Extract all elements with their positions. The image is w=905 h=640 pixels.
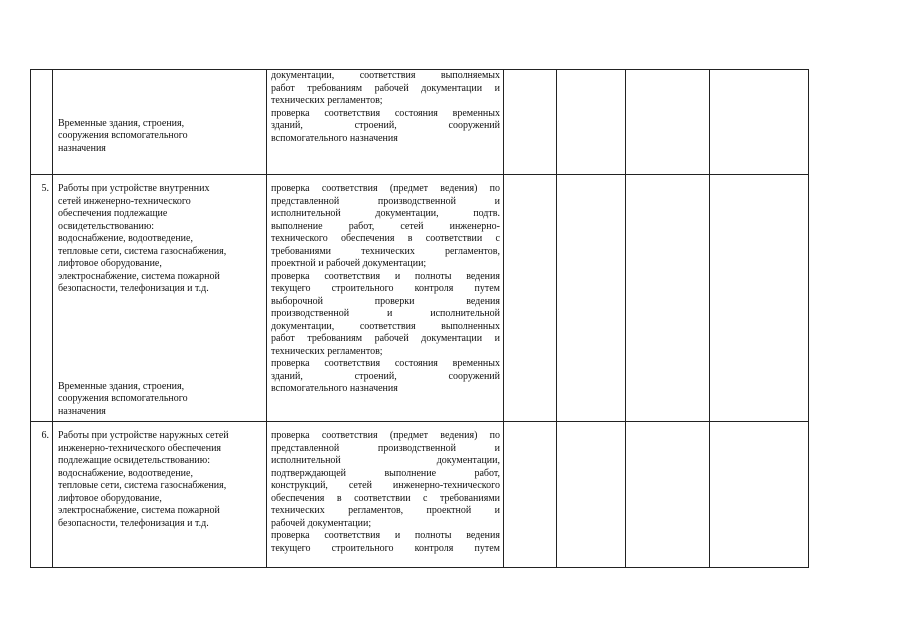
empty-cell [504,422,557,568]
work-temp-text: Временные здания, строения, сооружения вспомогательного назначения [58,380,188,417]
row-number [31,70,53,175]
empty-cell [557,70,626,175]
empty-cell [504,175,557,422]
table-row [31,422,809,568]
table-row [31,175,809,422]
work-cell [53,70,267,175]
checks-cell: проверка соответствия (предмет ведения) по представленной производственной и исполнительной документации, подтв. выполнение работ, сетей инженерно- технического обеспечения в соответствии с требованиями технических регламентов, проектной и рабочей документации; проверка соответствия и полноты ведения текущего строительного контроля путем выборочной проверки ведения производственной и исполнительной документации, соответствия выполненных работ требованиям рабочей документации и технических регламентов; проверка соответствия состояния временных зданий, строений, сооружений вспомогательного назначения [267,175,504,422]
row-number: 5. [31,175,53,422]
empty-cell [710,422,809,568]
work-cell [53,175,267,422]
empty-cell [557,422,626,568]
checks-cell: проверка соответствия (предмет ведения) по представленной производственной и исполнительной документации, подтверждающей выполнение работ, конструкций, сетей инженерно-технического обеспечения в соответствии с требованиями технических регламентов, проектной и рабочей документации; проверка соответствия и полноты ведения текущего строительного контроля путем [267,422,504,568]
work-cell [53,422,267,568]
works-table [30,69,809,568]
empty-cell [626,422,710,568]
empty-cell [626,175,710,422]
work-text: Работы при устройстве внутренних сетей инженерно-технического обеспечения подлежащие освидетельствованию: водоснабжение, водоотведение, тепловые сети, система газоснабжения, лифтовое оборудование, электроснабжение, система пожарной безопасности, телефонизация и т.д. [58,183,227,294]
empty-cell [504,70,557,175]
empty-cell [557,175,626,422]
work-text: Временные здания, строения, сооружения вспомогательного назначения [58,117,188,154]
table-row [31,70,809,175]
row-number: 6. [31,422,53,568]
empty-cell [626,70,710,175]
empty-cell [710,175,809,422]
checks-cell: документации, соответствия выполняемых работ требованиям рабочей документации и технических регламентов; проверка соответствия состояния временных зданий, строений, сооружений вспомогательного назначения [267,70,504,175]
empty-cell [710,70,809,175]
work-text: Работы при устройстве наружных сетей инженерно-технического обеспечения подлежащие освидетельствованию: водоснабжение, водоотведение, тепловые сети, система газоснабжения, лифтовое оборудование, электроснабжение, система пожарной безопасности, телефонизация и т.д. [58,430,229,529]
